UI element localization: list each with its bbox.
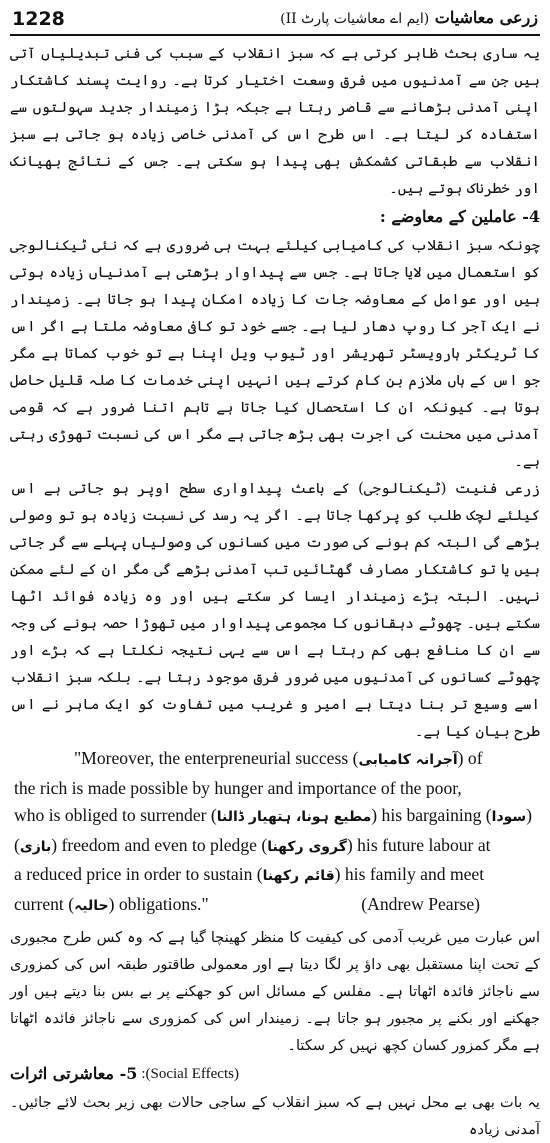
book-page xyxy=(10,6,540,1138)
section-heading-5-ur: 5- معاشرتی اثرات xyxy=(10,1064,138,1083)
paragraph-1: یہ ساری بحث ظاہر کرتی ہے کہ سبز انقلاب کے سبب کی فنی تبدیلیاں آتی ہیں جن سے آمدنیوں میں فرق وسعت اختیار کرتا ہے۔ روایت پسند کاشتکار اپنی آمدنی بڑھانے سے قاصر رہتا ہے جبکہ بڑا زمیندار جدید سہولتوں سے استفادہ کر لیتا ہے۔ اس طرح اس کی آمدنی خاصی زیادہ ہو جاتی ہے سبز انقلاب سے طبقاتی کشمکش بھی پیدا ہو سکتی ہے۔ جس کے نتائج بھیانک اور خطرناک ہوتے ہیں۔ xyxy=(10,45,540,197)
english-quotation xyxy=(10,745,540,920)
quote-line-6: current (حالیہ) obligations." (Andrew Pearse) xyxy=(14,891,540,921)
quote-line-2: the rich is made possible by hunger and importance of the poor, xyxy=(14,777,462,798)
quote-line-4: (بازی) freedom and even to pledge (گروی رکھنا) his future labour at xyxy=(14,834,491,855)
section-heading-5 xyxy=(10,1059,540,1089)
section-heading-4: 4- عاملین کے معاوضے : xyxy=(379,207,540,226)
paragraph-2: چونکہ سبز انقلاب کی کامیابی کیلئے بہت ہی ضروری ہے کہ نئی ٹیکنالوجی کو استعمال میں لایا جاتا ہے۔ جس سے پیداوار بڑھتی ہے آمدنیاں زیادہ ہوتی ہیں اور عوامل کے معاوضہ جات کا زیادہ امکان پیدا ہو جاتا ہے۔ زمیندار نے ایک آجر کا روپ دھار لیا ہے۔ جسے خود تو کافی معاوضہ ملتا ہے اگر اس کا ٹریکٹر ہارویسٹر تھریشر اور ٹیوب ویل اپنا ہے تو خوب کماتا ہے مگر جو اس کے ہاں ملازم بن کام کرتے ہیں انہیں اپنی خدمات کا صلہ قلیل حاصل ہوتا ہے۔ کیونکہ ان کا استحصال کیا جاتا ہے تاہم اتنا ضرور ہے کہ قومی آمدنی میں محنت کی اجرت بھی بڑھ جاتی ہے مگر اس کی نسبت تھوڑی رہتی ہے۔ xyxy=(10,237,540,470)
paragraph-5: یہ بات بھی بے محل نہیں ہے کہ سبز انقلاب کے ساجی حالات بھی زیر بحث لائے جائیں۔ آمدنی زیادہ xyxy=(10,1094,540,1138)
page-header xyxy=(10,6,540,36)
quote-line-1: "Moreover, the enterpreneurial success (آجرانہ کامیابی) of xyxy=(74,748,483,768)
page-number: 1228 xyxy=(12,8,65,30)
book-title: زرعی معاشیات xyxy=(434,8,538,27)
running-head xyxy=(280,8,538,27)
book-subtitle: (ایم اے معاشیات پارٹ II) xyxy=(280,11,430,27)
paragraph-4: اس عبارت میں غریب آدمی کی کیفیت کا منظر کھینچا گیا ہے کہ وہ کس طرح مجبوری کے تحت اپنا مستقبل بھی داؤ پر لگا دیتا ہے اور معمولی طاقتور طبقہ اس کی کمزوری سے ناجائز فائدہ اٹھاتا ہے۔ مفلس کے مسائل اس کو جھکنے پر بے بس بنا دیتے ہیں اور جھکنے اور بکنے پر مجبور ہو جاتا ہے۔ زمیندار اس کی کمزوری سے ناجائز فائدہ اٹھاتا ہے مگر کمزور کسان کچھ نہیں کر سکتا۔ xyxy=(10,929,540,1054)
paragraph-3: زرعی فنیت (ٹیکنالوجی) کے باعث پیداواری سطح اوپر ہو جاتی ہے اس کیلئے لچک طلب کو پرکھا جاتا ہے۔ اگر یہ رسد کی نسبت زیادہ ہو تو وصولی بڑھے گی البتہ کم ہونے کی صورت میں کسانوں کی وصولیاں پہلے سے گر جاتی ہیں یا تو کاشتکار مصارف گھٹائیں تب آمدنی بڑھے گی مگر ان کے لئے ممکن نہیں۔ البتہ بڑے زمیندار ایسا کر سکتے ہیں اور وہ زیادہ فوائد اٹھا سکتے ہیں۔ چھوٹے دہقانوں کا مجموعی پیداوار میں تھوڑا حصہ ہونے کی وجہ سے ان کا منافع بھی کم رہتا ہے اس سے یہی نتیجہ نکلتا ہے کہ بڑے اور چھوٹے کسانوں کی آمدنیوں میں ضرور فرق موجود رہتا ہے۔ بلکہ سبز انقلاب اسے وسیع تر بنا دیتا ہے امیر و غریب میں تفاوت کو ایک ماہر نے اس طرح بیان کیا ہے۔ xyxy=(10,480,540,740)
quote-line-5: a reduced price in order to sustain (قائم رکھنا) his family and meet xyxy=(14,864,485,884)
quote-line-3: who is obliged to surrender (مطیع ہونا، ہتھیار ڈالنا) his bargaining (سودا) xyxy=(14,805,533,825)
section-heading-5-en: (Social Effects): xyxy=(141,1066,239,1082)
quote-attribution: (Andrew Pearse) xyxy=(361,893,480,914)
